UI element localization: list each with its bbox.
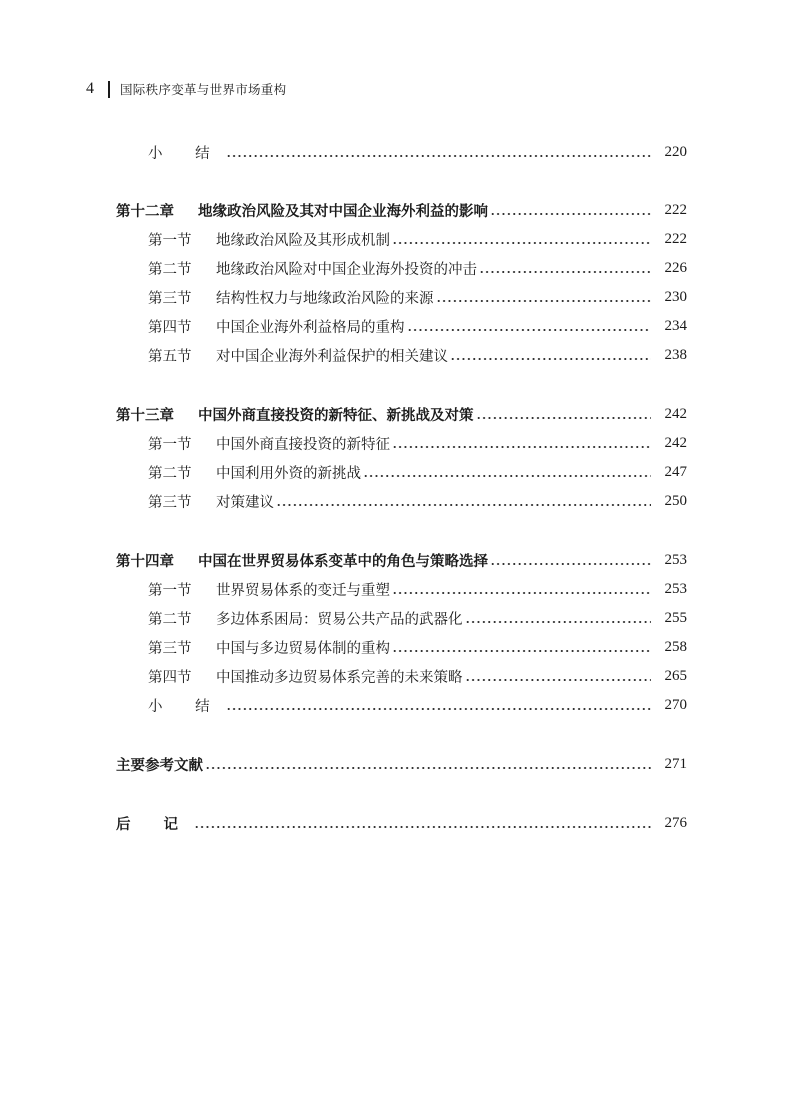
toc-entry-number: 第二节	[148, 465, 192, 482]
toc-entry-number: 第二节	[148, 611, 192, 628]
toc-entry-page: 258	[664, 638, 687, 655]
dot-leader	[436, 292, 652, 302]
toc-entry-page: 220	[664, 143, 687, 160]
dot-leader	[407, 321, 652, 331]
toc-entry-number: 第二节	[148, 261, 192, 278]
toc-entry-number: 第十四章	[116, 553, 174, 570]
toc-entry-label	[0, 491, 274, 512]
toc-entry-label	[0, 579, 390, 600]
toc-entry-label	[0, 229, 390, 250]
toc-entry-page: 242	[664, 405, 687, 422]
toc-entry-page: 271	[664, 755, 687, 772]
dot-leader	[276, 496, 651, 506]
toc-entry-title: 对中国企业海外利益保护的相关建议	[216, 348, 448, 365]
toc-entry-label	[0, 433, 390, 454]
toc-entry-number: 第三节	[148, 640, 192, 657]
toc-entry-label	[0, 345, 448, 366]
toc-entry	[0, 140, 800, 164]
toc-entry	[0, 314, 800, 338]
toc-entry-page: 253	[664, 551, 687, 568]
dot-leader	[392, 642, 651, 652]
toc-entry	[0, 460, 800, 484]
toc-entry-label	[0, 550, 488, 571]
dot-leader	[465, 613, 652, 623]
toc-entry-page: 265	[664, 667, 687, 684]
toc-entry-page: 226	[664, 259, 687, 276]
toc-entry-label	[0, 287, 434, 308]
toc-entry-label	[0, 637, 390, 658]
toc-entry-number: 第十二章	[116, 203, 174, 220]
toc-entry-label	[0, 258, 477, 279]
dot-leader	[479, 263, 651, 273]
toc-entry	[0, 577, 800, 601]
toc-entry	[0, 198, 800, 222]
toc-entry-page: 238	[664, 346, 687, 363]
toc-entry-label	[0, 813, 192, 834]
running-header	[86, 78, 286, 100]
toc-entry-number: 第三节	[148, 494, 192, 511]
toc-entry-title: 中国利用外资的新挑战	[216, 465, 361, 482]
dot-leader	[490, 555, 651, 565]
toc-entry	[0, 548, 800, 572]
toc-entry-page: 270	[664, 696, 687, 713]
toc-entry	[0, 606, 800, 630]
toc-entry-title: 主要参考文献	[116, 757, 203, 774]
dot-leader	[476, 409, 652, 419]
toc-entry-label	[0, 666, 463, 687]
dot-leader	[465, 671, 652, 681]
toc-entry	[0, 256, 800, 280]
toc-entry-title: 地缘政治风险及其形成机制	[216, 232, 390, 249]
toc-entry-page: 242	[664, 434, 687, 451]
dot-leader	[205, 759, 651, 769]
toc-entry-label	[0, 754, 203, 775]
toc-entry	[0, 227, 800, 251]
dot-leader	[194, 818, 651, 828]
toc-entry-number: 第一节	[148, 232, 192, 249]
book-title: 国际秩序变革与世界市场重构	[120, 82, 287, 97]
toc-entry-label	[0, 462, 361, 483]
header-divider	[108, 81, 110, 98]
toc-entry-page: 222	[664, 230, 687, 247]
toc-entry	[0, 635, 800, 659]
toc-entry-page: 255	[664, 609, 687, 626]
toc-entry-title: 中国企业海外利益格局的重构	[216, 319, 405, 336]
toc-entry-number: 第一节	[148, 582, 192, 599]
toc-entry-number: 第五节	[148, 348, 192, 365]
dot-leader	[392, 438, 651, 448]
toc-entry-title: 结构性权力与地缘政治风险的来源	[216, 290, 434, 307]
toc-entry-title: 小 结	[148, 145, 224, 162]
toc-entry-number: 第四节	[148, 669, 192, 686]
dot-leader	[392, 234, 651, 244]
toc-entry-number: 第三节	[148, 290, 192, 307]
toc-entry-page: 250	[664, 492, 687, 509]
dot-leader	[226, 700, 651, 710]
toc-entry-page: 247	[664, 463, 687, 480]
toc-entry	[0, 811, 800, 835]
toc-entry-page: 234	[664, 317, 687, 334]
toc-entry-title: 对策建议	[216, 494, 274, 511]
toc-entry-title: 世界贸易体系的变迁与重塑	[216, 582, 390, 599]
toc-entry	[0, 664, 800, 688]
toc-entry	[0, 402, 800, 426]
toc-entry-page: 230	[664, 288, 687, 305]
toc-entry	[0, 489, 800, 513]
dot-leader	[363, 467, 651, 477]
toc-entry-title: 小 结	[148, 698, 224, 715]
toc-entry-title: 后 记	[116, 816, 193, 833]
toc-entry-title: 地缘政治风险及其对中国企业海外利益的影响	[198, 203, 488, 220]
toc-entry-title: 中国与多边贸易体制的重构	[216, 640, 390, 657]
dot-leader	[450, 350, 651, 360]
page-number: 4	[86, 80, 94, 97]
dot-leader	[226, 147, 651, 157]
toc-entry-title: 中国外商直接投资的新特征、新挑战及对策	[198, 407, 474, 424]
toc-entry	[0, 693, 800, 717]
toc-entry-title: 多边体系困局：贸易公共产品的武器化	[216, 611, 463, 628]
toc-entry-title: 中国在世界贸易体系变革中的角色与策略选择	[198, 553, 488, 570]
toc-entry-title: 中国推动多边贸易体系完善的未来策略	[216, 669, 463, 686]
toc-entry-page: 253	[664, 580, 687, 597]
toc-entry-number: 第四节	[148, 319, 192, 336]
toc-entry-title: 中国外商直接投资的新特征	[216, 436, 390, 453]
toc-entry-page: 276	[664, 814, 687, 831]
toc-entry-number: 第十三章	[116, 407, 174, 424]
dot-leader	[490, 205, 651, 215]
toc-entry-label	[0, 608, 463, 629]
toc-entry-label	[0, 142, 224, 163]
toc-entry-number: 第一节	[148, 436, 192, 453]
toc-entry-label	[0, 200, 488, 221]
toc-entry	[0, 752, 800, 776]
toc-entry-label	[0, 316, 405, 337]
toc-entry	[0, 431, 800, 455]
toc-entry	[0, 343, 800, 367]
toc-entry-label	[0, 695, 224, 716]
toc-entry-page: 222	[664, 201, 687, 218]
toc-entry-title: 地缘政治风险对中国企业海外投资的冲击	[216, 261, 477, 278]
dot-leader	[392, 584, 651, 594]
toc-entry-label	[0, 404, 474, 425]
toc-entry	[0, 285, 800, 309]
